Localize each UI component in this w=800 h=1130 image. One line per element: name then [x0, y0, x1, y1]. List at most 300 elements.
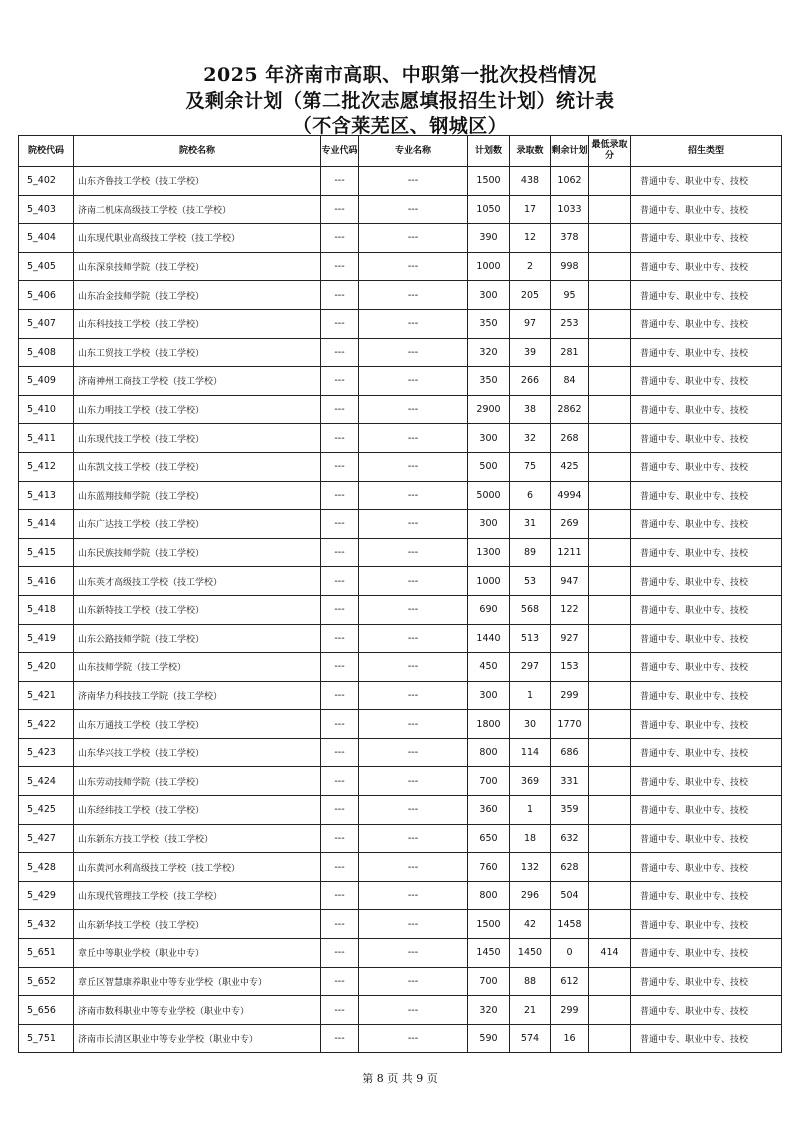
major-name-cell: --- — [359, 939, 468, 968]
remaining-count-cell: 281 — [551, 338, 589, 367]
major-code-cell: --- — [321, 481, 359, 510]
major-code-cell: --- — [321, 796, 359, 825]
enroll-type-cell: 普通中专、职业中专、技校 — [631, 309, 782, 338]
min-score-cell — [589, 996, 631, 1025]
admitted-count-cell: 97 — [510, 309, 551, 338]
major-code-cell: --- — [321, 252, 359, 281]
admitted-count-cell: 30 — [510, 710, 551, 739]
major-code-cell: --- — [321, 309, 359, 338]
table-row — [19, 195, 782, 224]
enroll-type-cell: 普通中专、职业中专、技校 — [631, 710, 782, 739]
admitted-count-cell: 53 — [510, 567, 551, 596]
enroll-type-cell: 普通中专、职业中专、技校 — [631, 567, 782, 596]
min-score-cell — [589, 681, 631, 710]
remaining-count-cell: 628 — [551, 853, 589, 882]
school-name-cell: 济南华力科技技工学院（技工学校） — [74, 681, 321, 710]
min-score-cell: 414 — [589, 939, 631, 968]
school-name-cell: 山东新东方技工学校（技工学校） — [74, 824, 321, 853]
major-name-cell: --- — [359, 452, 468, 481]
school-code-cell: 5_414 — [19, 510, 74, 539]
min-score-cell — [589, 481, 631, 510]
school-name-cell: 山东现代管理技工学校（技工学校） — [74, 881, 321, 910]
min-score-cell — [589, 252, 631, 281]
major-code-cell: --- — [321, 853, 359, 882]
remaining-count-cell: 686 — [551, 738, 589, 767]
header-min-score: 最低录取分 — [589, 136, 631, 167]
table-row — [19, 167, 782, 196]
school-name-cell: 山东黄河水利高级技工学校（技工学校） — [74, 853, 321, 882]
admitted-count-cell: 2 — [510, 252, 551, 281]
school-code-cell: 5_413 — [19, 481, 74, 510]
min-score-cell — [589, 824, 631, 853]
major-name-cell: --- — [359, 653, 468, 682]
remaining-count-cell: 1458 — [551, 910, 589, 939]
enroll-type-cell: 普通中专、职业中专、技校 — [631, 853, 782, 882]
major-name-cell: --- — [359, 424, 468, 453]
remaining-count-cell: 1033 — [551, 195, 589, 224]
remaining-count-cell: 331 — [551, 767, 589, 796]
table-row — [19, 452, 782, 481]
table-row — [19, 252, 782, 281]
remaining-count-cell: 998 — [551, 252, 589, 281]
school-code-cell: 5_424 — [19, 767, 74, 796]
admitted-count-cell: 568 — [510, 595, 551, 624]
admitted-count-cell: 513 — [510, 624, 551, 653]
school-name-cell: 山东现代技工学校（技工学校） — [74, 424, 321, 453]
school-name-cell: 济南市数科职业中等专业学校（职业中专） — [74, 996, 321, 1025]
remaining-count-cell: 269 — [551, 510, 589, 539]
school-name-cell: 山东万通技工学校（技工学校） — [74, 710, 321, 739]
admitted-count-cell: 6 — [510, 481, 551, 510]
school-code-cell: 5_407 — [19, 309, 74, 338]
admitted-count-cell: 132 — [510, 853, 551, 882]
min-score-cell — [589, 452, 631, 481]
plan-count-cell: 700 — [468, 967, 510, 996]
plan-count-cell: 320 — [468, 338, 510, 367]
major-code-cell: --- — [321, 1024, 359, 1053]
enroll-type-cell: 普通中专、职业中专、技校 — [631, 252, 782, 281]
major-code-cell: --- — [321, 824, 359, 853]
school-code-cell: 5_404 — [19, 224, 74, 253]
document-title-line-2: 及剩余计划（第二批次志愿填报招生计划）统计表 — [185, 90, 615, 112]
remaining-count-cell: 4994 — [551, 481, 589, 510]
school-name-cell: 山东工贸技工学校（技工学校） — [74, 338, 321, 367]
plan-count-cell: 300 — [468, 510, 510, 539]
school-name-cell: 章丘中等职业学校（职业中专） — [74, 939, 321, 968]
school-name-cell: 山东新华技工学校（技工学校） — [74, 910, 321, 939]
header-school-name: 院校名称 — [74, 136, 321, 167]
plan-count-cell: 350 — [468, 367, 510, 396]
remaining-count-cell: 299 — [551, 681, 589, 710]
table-row — [19, 910, 782, 939]
major-code-cell: --- — [321, 767, 359, 796]
enroll-type-cell: 普通中专、职业中专、技校 — [631, 939, 782, 968]
major-name-cell: --- — [359, 595, 468, 624]
min-score-cell — [589, 395, 631, 424]
plan-count-cell: 1050 — [468, 195, 510, 224]
admission-table — [18, 135, 782, 1053]
enroll-type-cell: 普通中专、职业中专、技校 — [631, 224, 782, 253]
school-name-cell: 山东冶金技师学院（技工学校） — [74, 281, 321, 310]
school-code-cell: 5_412 — [19, 452, 74, 481]
table-row — [19, 367, 782, 396]
document-title-line-1: 2025 年济南市高职、中职第一批次投档情况 — [203, 64, 597, 86]
admitted-count-cell: 1 — [510, 796, 551, 825]
major-code-cell: --- — [321, 595, 359, 624]
enroll-type-cell: 普通中专、职业中专、技校 — [631, 681, 782, 710]
min-score-cell — [589, 1024, 631, 1053]
enroll-type-cell: 普通中专、职业中专、技校 — [631, 996, 782, 1025]
min-score-cell — [589, 167, 631, 196]
school-code-cell: 5_410 — [19, 395, 74, 424]
header-admitted: 录取数 — [510, 136, 551, 167]
plan-count-cell: 1450 — [468, 939, 510, 968]
min-score-cell — [589, 195, 631, 224]
admitted-count-cell: 38 — [510, 395, 551, 424]
school-code-cell: 5_428 — [19, 853, 74, 882]
school-name-cell: 济南二机床高级技工学校（技工学校） — [74, 195, 321, 224]
major-code-cell: --- — [321, 710, 359, 739]
school-name-cell: 山东新特技工学校（技工学校） — [74, 595, 321, 624]
table-row — [19, 1024, 782, 1053]
major-code-cell: --- — [321, 967, 359, 996]
major-name-cell: --- — [359, 796, 468, 825]
major-name-cell: --- — [359, 710, 468, 739]
admitted-count-cell: 1450 — [510, 939, 551, 968]
table-row — [19, 653, 782, 682]
enroll-type-cell: 普通中专、职业中专、技校 — [631, 538, 782, 567]
major-name-cell: --- — [359, 967, 468, 996]
min-score-cell — [589, 309, 631, 338]
table-row — [19, 996, 782, 1025]
table-row — [19, 395, 782, 424]
school-name-cell: 山东力明技工学校（技工学校） — [74, 395, 321, 424]
enroll-type-cell: 普通中专、职业中专、技校 — [631, 395, 782, 424]
school-code-cell: 5_751 — [19, 1024, 74, 1053]
plan-count-cell: 1000 — [468, 252, 510, 281]
remaining-count-cell: 2862 — [551, 395, 589, 424]
school-name-cell: 山东蓝翔技师学院（技工学校） — [74, 481, 321, 510]
plan-count-cell: 1440 — [468, 624, 510, 653]
school-code-cell: 5_427 — [19, 824, 74, 853]
plan-count-cell: 5000 — [468, 481, 510, 510]
plan-count-cell: 300 — [468, 281, 510, 310]
table-row — [19, 567, 782, 596]
admitted-count-cell: 21 — [510, 996, 551, 1025]
remaining-count-cell: 425 — [551, 452, 589, 481]
major-code-cell: --- — [321, 281, 359, 310]
school-code-cell: 5_656 — [19, 996, 74, 1025]
major-code-cell: --- — [321, 452, 359, 481]
table-row — [19, 224, 782, 253]
school-name-cell: 山东华兴技工学校（技工学校） — [74, 738, 321, 767]
major-code-cell: --- — [321, 567, 359, 596]
admitted-count-cell: 17 — [510, 195, 551, 224]
major-name-cell: --- — [359, 281, 468, 310]
remaining-count-cell: 84 — [551, 367, 589, 396]
min-score-cell — [589, 224, 631, 253]
major-code-cell: --- — [321, 538, 359, 567]
enroll-type-cell: 普通中专、职业中专、技校 — [631, 367, 782, 396]
table-body — [19, 167, 782, 1053]
admitted-count-cell: 205 — [510, 281, 551, 310]
remaining-count-cell: 95 — [551, 281, 589, 310]
table-row — [19, 624, 782, 653]
major-name-cell: --- — [359, 567, 468, 596]
admitted-count-cell: 89 — [510, 538, 551, 567]
enroll-type-cell: 普通中专、职业中专、技校 — [631, 338, 782, 367]
school-name-cell: 章丘区智慧康养职业中等专业学校（职业中专） — [74, 967, 321, 996]
enroll-type-cell: 普通中专、职业中专、技校 — [631, 824, 782, 853]
min-score-cell — [589, 738, 631, 767]
enroll-type-cell: 普通中专、职业中专、技校 — [631, 738, 782, 767]
remaining-count-cell: 1770 — [551, 710, 589, 739]
enroll-type-cell: 普通中专、职业中专、技校 — [631, 510, 782, 539]
major-name-cell: --- — [359, 538, 468, 567]
table-row — [19, 681, 782, 710]
min-score-cell — [589, 510, 631, 539]
remaining-count-cell: 947 — [551, 567, 589, 596]
remaining-count-cell: 299 — [551, 996, 589, 1025]
plan-count-cell: 590 — [468, 1024, 510, 1053]
enroll-type-cell: 普通中专、职业中专、技校 — [631, 881, 782, 910]
header-school-code: 院校代码 — [19, 136, 74, 167]
min-score-cell — [589, 881, 631, 910]
plan-count-cell: 390 — [468, 224, 510, 253]
table-row — [19, 767, 782, 796]
school-code-cell: 5_652 — [19, 967, 74, 996]
remaining-count-cell: 0 — [551, 939, 589, 968]
major-code-cell: --- — [321, 167, 359, 196]
enroll-type-cell: 普通中专、职业中专、技校 — [631, 796, 782, 825]
min-score-cell — [589, 338, 631, 367]
school-code-cell: 5_408 — [19, 338, 74, 367]
remaining-count-cell: 1211 — [551, 538, 589, 567]
document-title-line-3: （不含莱芜区、钢城区） — [292, 115, 508, 137]
header-major-name: 专业名称 — [359, 136, 468, 167]
school-name-cell: 山东深泉技师学院（技工学校） — [74, 252, 321, 281]
major-name-cell: --- — [359, 195, 468, 224]
major-code-cell: --- — [321, 910, 359, 939]
school-code-cell: 5_423 — [19, 738, 74, 767]
enroll-type-cell: 普通中专、职业中专、技校 — [631, 767, 782, 796]
plan-count-cell: 800 — [468, 881, 510, 910]
major-code-cell: --- — [321, 738, 359, 767]
plan-count-cell: 500 — [468, 452, 510, 481]
admitted-count-cell: 12 — [510, 224, 551, 253]
min-score-cell — [589, 796, 631, 825]
school-name-cell: 山东广达技工学校（技工学校） — [74, 510, 321, 539]
enroll-type-cell: 普通中专、职业中专、技校 — [631, 624, 782, 653]
major-name-cell: --- — [359, 395, 468, 424]
enroll-type-cell: 普通中专、职业中专、技校 — [631, 167, 782, 196]
table-row — [19, 510, 782, 539]
school-name-cell: 济南神州工商技工学校（技工学校） — [74, 367, 321, 396]
enroll-type-cell: 普通中专、职业中专、技校 — [631, 481, 782, 510]
plan-count-cell: 690 — [468, 595, 510, 624]
school-code-cell: 5_409 — [19, 367, 74, 396]
school-code-cell: 5_415 — [19, 538, 74, 567]
table-row — [19, 796, 782, 825]
table-header-row — [19, 136, 782, 167]
table-row — [19, 967, 782, 996]
school-code-cell: 5_402 — [19, 167, 74, 196]
plan-count-cell: 2900 — [468, 395, 510, 424]
header-enroll-type: 招生类型 — [631, 136, 782, 167]
table-row — [19, 338, 782, 367]
plan-count-cell: 450 — [468, 653, 510, 682]
table-row — [19, 481, 782, 510]
major-code-cell: --- — [321, 510, 359, 539]
major-name-cell: --- — [359, 367, 468, 396]
major-code-cell: --- — [321, 338, 359, 367]
remaining-count-cell: 253 — [551, 309, 589, 338]
plan-count-cell: 760 — [468, 853, 510, 882]
admitted-count-cell: 114 — [510, 738, 551, 767]
enroll-type-cell: 普通中专、职业中专、技校 — [631, 653, 782, 682]
admitted-count-cell: 75 — [510, 452, 551, 481]
min-score-cell — [589, 767, 631, 796]
min-score-cell — [589, 367, 631, 396]
major-code-cell: --- — [321, 224, 359, 253]
plan-count-cell: 1300 — [468, 538, 510, 567]
table-row — [19, 853, 782, 882]
major-name-cell: --- — [359, 338, 468, 367]
major-code-cell: --- — [321, 653, 359, 682]
min-score-cell — [589, 424, 631, 453]
school-code-cell: 5_418 — [19, 595, 74, 624]
admitted-count-cell: 88 — [510, 967, 551, 996]
min-score-cell — [589, 853, 631, 882]
school-name-cell: 济南市长清区职业中等专业学校（职业中专） — [74, 1024, 321, 1053]
admitted-count-cell: 574 — [510, 1024, 551, 1053]
school-name-cell: 山东民族技师学院（技工学校） — [74, 538, 321, 567]
school-code-cell: 5_405 — [19, 252, 74, 281]
plan-count-cell: 360 — [468, 796, 510, 825]
enroll-type-cell: 普通中专、职业中专、技校 — [631, 195, 782, 224]
school-name-cell: 山东公路技师学院（技工学校） — [74, 624, 321, 653]
school-code-cell: 5_429 — [19, 881, 74, 910]
major-name-cell: --- — [359, 510, 468, 539]
school-name-cell: 山东经纬技工学校（技工学校） — [74, 796, 321, 825]
table-row — [19, 538, 782, 567]
school-name-cell: 山东技师学院（技工学校） — [74, 653, 321, 682]
admitted-count-cell: 31 — [510, 510, 551, 539]
table-row — [19, 281, 782, 310]
admitted-count-cell: 296 — [510, 881, 551, 910]
major-name-cell: --- — [359, 224, 468, 253]
header-major-code: 专业代码 — [321, 136, 359, 167]
plan-count-cell: 1800 — [468, 710, 510, 739]
major-name-cell: --- — [359, 1024, 468, 1053]
admitted-count-cell: 369 — [510, 767, 551, 796]
table-row — [19, 309, 782, 338]
enroll-type-cell: 普通中专、职业中专、技校 — [631, 1024, 782, 1053]
remaining-count-cell: 504 — [551, 881, 589, 910]
table-row — [19, 881, 782, 910]
remaining-count-cell: 1062 — [551, 167, 589, 196]
major-name-cell: --- — [359, 167, 468, 196]
min-score-cell — [589, 910, 631, 939]
table-row — [19, 710, 782, 739]
major-name-cell: --- — [359, 996, 468, 1025]
major-name-cell: --- — [359, 624, 468, 653]
remaining-count-cell: 632 — [551, 824, 589, 853]
major-code-cell: --- — [321, 395, 359, 424]
school-name-cell: 山东科技技工学校（技工学校） — [74, 309, 321, 338]
plan-count-cell: 1500 — [468, 910, 510, 939]
admitted-count-cell: 297 — [510, 653, 551, 682]
major-name-cell: --- — [359, 910, 468, 939]
min-score-cell — [589, 538, 631, 567]
school-code-cell: 5_403 — [19, 195, 74, 224]
remaining-count-cell: 927 — [551, 624, 589, 653]
admitted-count-cell: 42 — [510, 910, 551, 939]
school-code-cell: 5_425 — [19, 796, 74, 825]
plan-count-cell: 800 — [468, 738, 510, 767]
school-code-cell: 5_411 — [19, 424, 74, 453]
enroll-type-cell: 普通中专、职业中专、技校 — [631, 424, 782, 453]
plan-count-cell: 650 — [468, 824, 510, 853]
major-name-cell: --- — [359, 252, 468, 281]
min-score-cell — [589, 567, 631, 596]
remaining-count-cell: 268 — [551, 424, 589, 453]
major-code-cell: --- — [321, 939, 359, 968]
school-code-cell: 5_651 — [19, 939, 74, 968]
remaining-count-cell: 612 — [551, 967, 589, 996]
school-name-cell: 山东现代职业高级技工学校（技工学校） — [74, 224, 321, 253]
remaining-count-cell: 359 — [551, 796, 589, 825]
table-row — [19, 824, 782, 853]
remaining-count-cell: 378 — [551, 224, 589, 253]
major-name-cell: --- — [359, 481, 468, 510]
min-score-cell — [589, 710, 631, 739]
school-code-cell: 5_416 — [19, 567, 74, 596]
major-name-cell: --- — [359, 824, 468, 853]
remaining-count-cell: 153 — [551, 653, 589, 682]
enroll-type-cell: 普通中专、职业中专、技校 — [631, 452, 782, 481]
admitted-count-cell: 438 — [510, 167, 551, 196]
table-row — [19, 939, 782, 968]
school-name-cell: 山东英才高级技工学校（技工学校） — [74, 567, 321, 596]
major-name-cell: --- — [359, 853, 468, 882]
page-footer: 第 8 页 共 9 页 — [362, 1072, 438, 1085]
enroll-type-cell: 普通中专、职业中专、技校 — [631, 595, 782, 624]
plan-count-cell: 300 — [468, 424, 510, 453]
major-code-cell: --- — [321, 367, 359, 396]
major-code-cell: --- — [321, 195, 359, 224]
school-code-cell: 5_419 — [19, 624, 74, 653]
admitted-count-cell: 32 — [510, 424, 551, 453]
enroll-type-cell: 普通中专、职业中专、技校 — [631, 967, 782, 996]
remaining-count-cell: 122 — [551, 595, 589, 624]
min-score-cell — [589, 624, 631, 653]
admitted-count-cell: 18 — [510, 824, 551, 853]
school-code-cell: 5_422 — [19, 710, 74, 739]
plan-count-cell: 350 — [468, 309, 510, 338]
admitted-count-cell: 39 — [510, 338, 551, 367]
header-plan: 计划数 — [468, 136, 510, 167]
table-row — [19, 424, 782, 453]
plan-count-cell: 700 — [468, 767, 510, 796]
table-row — [19, 738, 782, 767]
school-code-cell: 5_420 — [19, 653, 74, 682]
major-name-cell: --- — [359, 738, 468, 767]
min-score-cell — [589, 281, 631, 310]
school-name-cell: 山东凯文技工学校（技工学校） — [74, 452, 321, 481]
major-name-cell: --- — [359, 309, 468, 338]
major-code-cell: --- — [321, 424, 359, 453]
